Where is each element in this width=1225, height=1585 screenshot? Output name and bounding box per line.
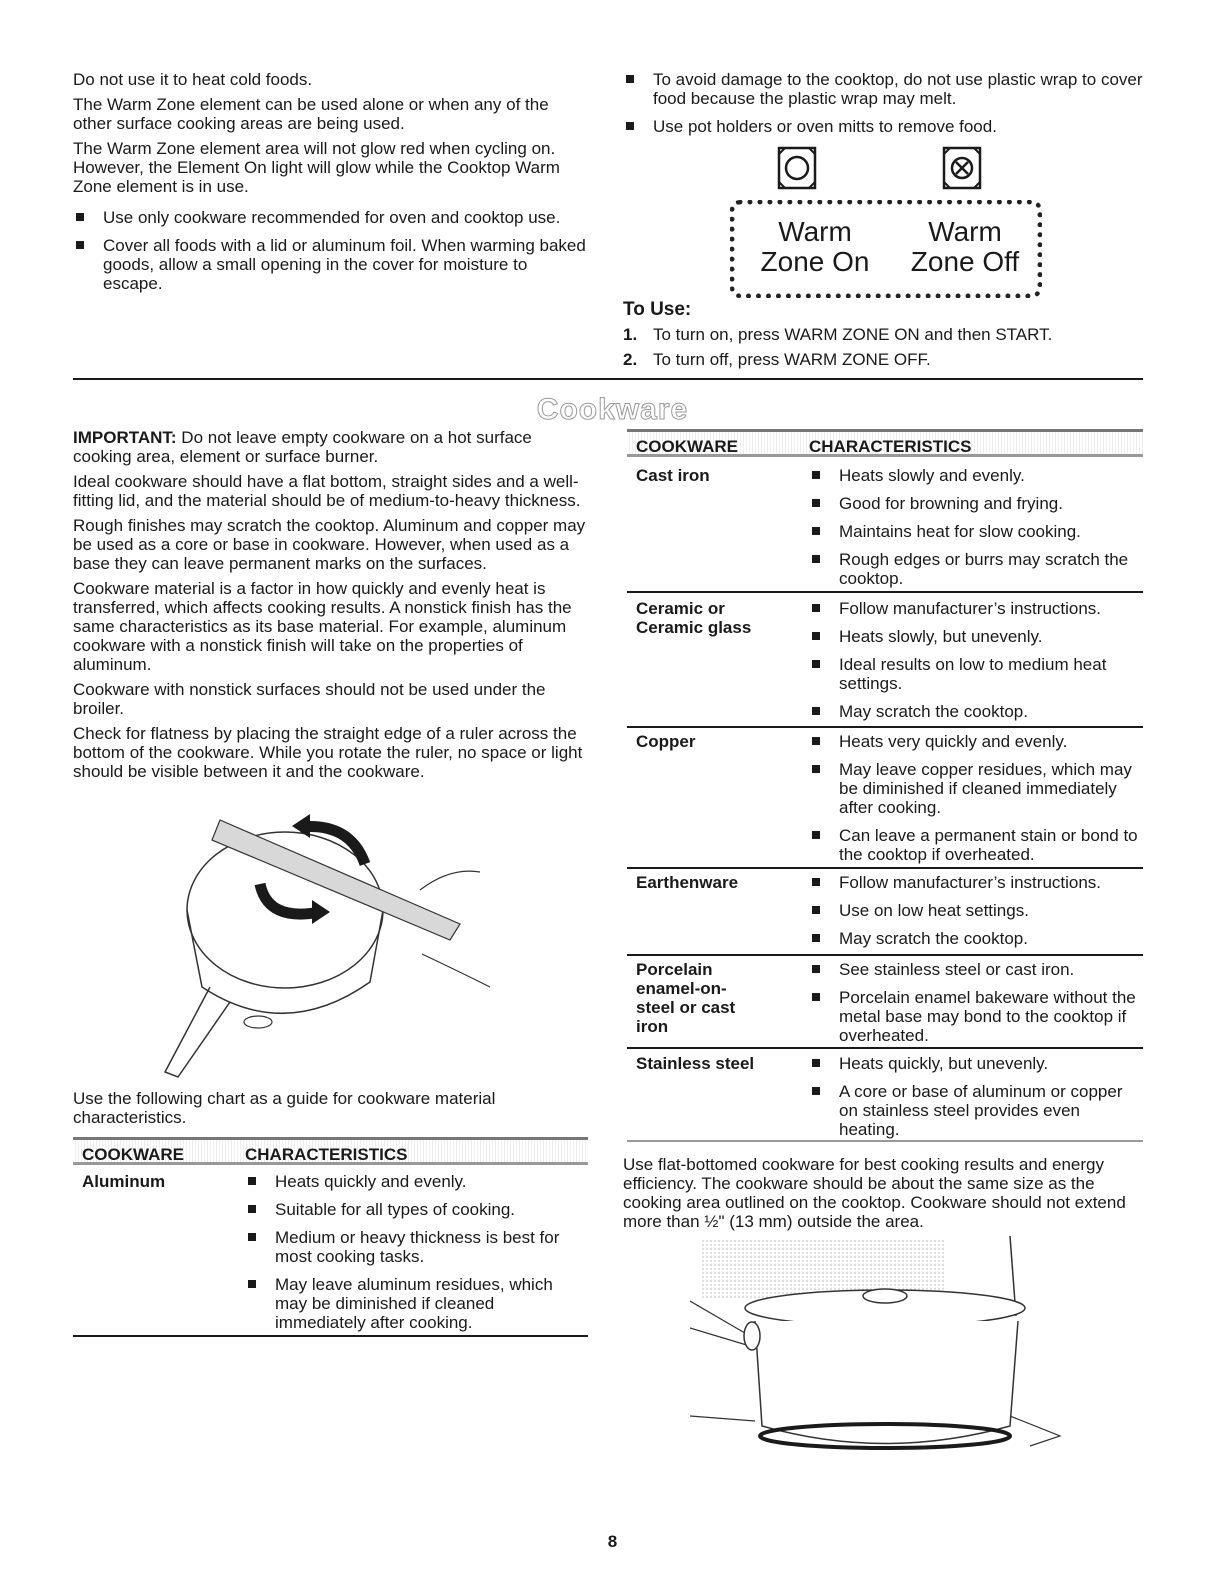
step-item (623, 350, 1143, 369)
important-label: IMPORTANT: (73, 428, 177, 447)
warm-zone-off-label (895, 217, 1035, 277)
bullet-item: Use only cookware recommended for oven and cooktop use. (73, 208, 588, 227)
warm-zone-control-panel (730, 200, 1042, 298)
bullet-item: May leave copper residues, which may be diminished if cleaned immediately after cooking. (809, 760, 1139, 817)
section-divider (73, 378, 1143, 380)
bullet-item: Follow manufacturer’s instructions. (809, 599, 1139, 618)
characteristics-list (809, 960, 1139, 1054)
bullet-item: May leave aluminum residues, which may be diminished if cleaned immediately after cooking. (245, 1275, 583, 1332)
warm-zone-on-label (745, 217, 885, 277)
label-line: Warm (928, 216, 1002, 247)
step-item (623, 325, 1143, 344)
bullet-item: Porcelain enamel bakeware without the metal base may bond to the cooktop if overheated. (809, 988, 1139, 1045)
paragraph: Cookware material is a factor in how quickly and evenly heat is transferred, which affects cooking results. A nonstick finish has the same characteristics as its base material. For example, aluminum cookware with a nonstick finish will take on the properties of aluminum. (73, 579, 572, 674)
material-name: Copper (636, 732, 696, 751)
to-use-block (623, 300, 1143, 375)
bullet-item: Can leave a permanent stain or bond to the cooktop if overheated. (809, 826, 1139, 864)
bullet-item: Rough edges or burrs may scratch the cooktop. (809, 550, 1139, 588)
cookware-intro (73, 428, 588, 787)
bullet-item: Use on low heat settings. (809, 901, 1139, 920)
header-characteristics: CHARACTERISTICS (809, 437, 972, 456)
top-right-bullets (623, 70, 1143, 145)
table-row (627, 728, 1143, 869)
material-name: Ceramic or Ceramic glass (636, 599, 752, 637)
important-paragraph (73, 428, 588, 466)
paragraph: Rough finishes may scratch the cooktop. Aluminum and copper may be used as a core or base in cookware. However, when used as a base they can leave permanent marks on the surfaces. (73, 516, 586, 573)
bullet-item: Ideal results on low to medium heat settings. (809, 655, 1139, 693)
characteristics-list (809, 466, 1139, 597)
characteristics-list (809, 1054, 1139, 1148)
chart-intro: Use the following chart as a guide for cookware material characteristics. (73, 1089, 496, 1127)
bullet-item: See stainless steel or cast iron. (809, 960, 1139, 979)
bullet-item: Heats slowly and evenly. (809, 466, 1139, 485)
header-cookware: COOKWARE (82, 1145, 184, 1164)
material-name: Stainless steel (636, 1054, 755, 1073)
table-row (627, 1050, 1143, 1138)
warm-zone-off-icon (942, 146, 982, 190)
table-bottom-rule (627, 1140, 1143, 1142)
material-name: Earthenware (636, 873, 739, 892)
paragraph: Ideal cookware should have a flat bottom, straight sides and a well-fitting lid, and the material should be of medium-to-heavy thickness. (73, 472, 581, 510)
header-cookware: COOKWARE (636, 437, 738, 456)
step-number: 1. (623, 325, 638, 344)
warm-zone-on-icon (777, 146, 817, 190)
page-number: 8 (607, 1532, 618, 1551)
header-characteristics: CHARACTERISTICS (245, 1145, 408, 1164)
bullet-item: Medium or heavy thickness is best for most cooking tasks. (245, 1228, 583, 1266)
bullet-item: Follow manufacturer’s instructions. (809, 873, 1139, 892)
top-left-text (73, 70, 588, 302)
step-text: To turn on, press WARM ZONE ON and then START. (653, 325, 1053, 344)
step-text: To turn off, press WARM ZONE OFF. (653, 350, 931, 369)
bullet-item: May scratch the cooktop. (809, 929, 1139, 948)
table-row (627, 595, 1143, 728)
bullet-item: Heats quickly, but unevenly. (809, 1054, 1139, 1073)
table-bottom-rule (73, 1335, 588, 1337)
paragraph: Cookware with nonstick surfaces should not be used under the broiler. (73, 680, 546, 718)
material-name: Cast iron (636, 466, 710, 485)
section-title: Cookware (536, 393, 689, 426)
paragraph: The Warm Zone element area will not glow red when cycling on. However, the Element On light will glow while the Cooktop Warm Zone element is in use. (73, 139, 560, 196)
characteristics-list (245, 1172, 583, 1341)
characteristics-list (809, 873, 1139, 957)
bullet-item: A core or base of aluminum or copper on stainless steel provides even heating. (809, 1082, 1139, 1139)
bullet-item: May scratch the cooktop. (809, 702, 1139, 721)
bullet-item: Use pot holders or oven mitts to remove food. (623, 117, 1143, 136)
material-name: Porcelain enamel-on-steel or cast iron (636, 960, 736, 1036)
bullet-item: Heats quickly and evenly. (245, 1172, 583, 1191)
characteristics-list (809, 732, 1139, 873)
paragraph: The Warm Zone element can be used alone or when any of the other surface cooking areas are being used. (73, 95, 549, 133)
important-text: Do not leave empty cookware on a hot surface cooking area, element or surface burner. (73, 428, 532, 466)
steps-list (623, 325, 1143, 369)
bullet-item: Heats very quickly and evenly. (809, 732, 1139, 751)
table-row (627, 869, 1143, 956)
label-line: Zone On (760, 246, 870, 277)
label-line: Zone Off (910, 246, 1020, 277)
bullet-item: Cover all foods with a lid or aluminum foil. When warming baked goods, allow a small opening in the cover for moisture to escape. (73, 236, 588, 293)
to-use-heading: To Use: (623, 299, 692, 320)
table-row (73, 1168, 588, 1333)
left-table-header (73, 1137, 588, 1165)
material-name: Aluminum (82, 1172, 166, 1191)
right-table-header (627, 429, 1143, 457)
bullet-item: Suitable for all types of cooking. (245, 1200, 583, 1219)
step-number: 2. (623, 350, 638, 369)
table-row (627, 956, 1143, 1049)
pot-on-cooktop-illustration (690, 1236, 1070, 1466)
bullet-item: To avoid damage to the cooktop, do not use plastic wrap to cover food because the plastic wrap may melt. (623, 70, 1143, 108)
bullet-item: Good for browning and frying. (809, 494, 1139, 513)
flat-bottom-paragraph: Use flat-bottomed cookware for best cooking results and energy efficiency. The cookware should be about the same size as the cooking area outlined on the cooktop. Cookware should not extend more than ½" (13 mm) outside the area. (623, 1155, 1126, 1231)
label-line: Warm (778, 216, 852, 247)
bullet-item: Heats slowly, but unevenly. (809, 627, 1139, 646)
bullet-item: Maintains heat for slow cooking. (809, 522, 1139, 541)
paragraph: Check for flatness by placing the straight edge of a ruler across the bottom of the cookware. While you rotate the ruler, no space or light should be visible between it and the cookware. (73, 724, 583, 781)
table-row (627, 462, 1143, 593)
characteristics-list (809, 599, 1139, 730)
paragraph: Do not use it to heat cold foods. (73, 70, 313, 89)
ruler-flatness-illustration (160, 812, 500, 1082)
